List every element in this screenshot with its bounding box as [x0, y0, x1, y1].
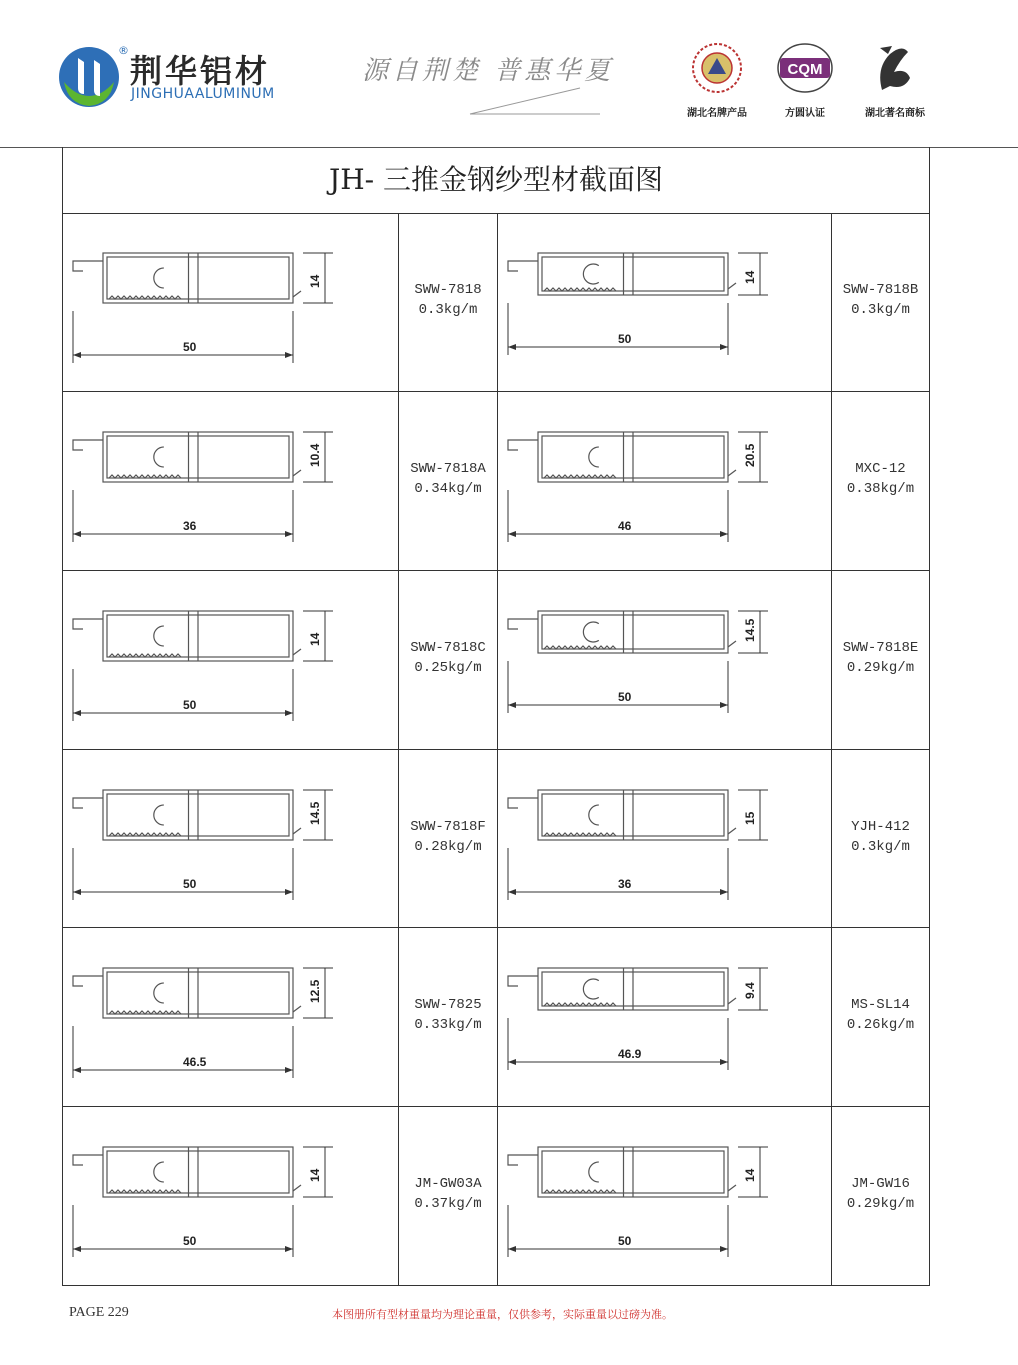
- profile-label: [832, 459, 929, 499]
- dimension-width: 46: [618, 519, 632, 533]
- profile-code: SWW-7818F: [410, 819, 486, 835]
- profile-drawing: [63, 571, 398, 749]
- dimension-width: 46.9: [618, 1047, 642, 1061]
- profile-section-icon: [498, 571, 831, 749]
- dimension-width: 50: [183, 877, 197, 891]
- hubei-brand-emblem-icon: [672, 38, 762, 98]
- profile-weight: 0.3kg/m: [418, 302, 478, 318]
- page-title: JH- 三推金钢纱型材截面图: [328, 163, 663, 196]
- dimension-width: 50: [183, 698, 197, 712]
- cert-label: 湖北著名商标: [865, 108, 925, 119]
- dimension-width: 50: [618, 690, 632, 704]
- cert-cqm: [760, 38, 850, 119]
- cert-label: 湖北名牌产品: [687, 108, 747, 119]
- profile-drawing: [498, 1107, 831, 1285]
- dimension-width: 50: [183, 340, 197, 354]
- profile-code: SWW-7818B: [842, 282, 919, 298]
- dimension-height: 9.4: [743, 982, 757, 999]
- profile-section-icon: [498, 1107, 831, 1285]
- profile-label: [399, 995, 497, 1035]
- weight-disclaimer: 本图册所有型材重量均为理论重量，仅供参考，实际重量以过磅为准。: [332, 1308, 673, 1321]
- profile-table: [62, 147, 930, 1286]
- profile-weight: 0.34kg/m: [414, 481, 482, 497]
- profile-section-icon: [63, 928, 398, 1106]
- profile-section-icon: [498, 928, 831, 1106]
- slogan: 源自荆楚 普惠华夏: [362, 56, 615, 86]
- profile-label: [399, 817, 497, 857]
- profile-weight: 0.38kg/m: [846, 481, 915, 497]
- profile-section-icon: [63, 392, 398, 570]
- dimension-width: 36: [183, 519, 197, 533]
- dimension-width: 50: [618, 1234, 632, 1248]
- dimension-height: 14: [308, 1168, 322, 1182]
- dimension-width: 46.5: [183, 1055, 207, 1069]
- profile-weight: 0.25kg/m: [414, 660, 482, 676]
- dimension-height: 12.5: [308, 979, 322, 1003]
- profile-drawing: [63, 928, 398, 1106]
- cert-hubei-trademark: [850, 38, 940, 119]
- dimension-height: 14: [308, 274, 322, 288]
- profile-weight: 0.26kg/m: [846, 1017, 915, 1033]
- brand-name-cn: 荆华铝材: [130, 52, 271, 90]
- dimension-height: 15: [743, 811, 757, 825]
- profile-weight: 0.33kg/m: [414, 1017, 482, 1033]
- profile-weight: 0.29kg/m: [846, 1196, 915, 1212]
- profile-label: [399, 459, 497, 499]
- profile-drawing: [498, 928, 831, 1106]
- profile-code: JM-GW03A: [414, 1176, 482, 1192]
- profile-code: YJH-412: [851, 819, 910, 835]
- dimension-height: 14.5: [743, 618, 757, 642]
- profile-drawing: [63, 750, 398, 928]
- profile-section-icon: [63, 213, 398, 391]
- profile-drawing: [63, 392, 398, 570]
- slogan-swoosh: [440, 86, 610, 120]
- registered-mark: ®: [118, 44, 129, 57]
- profile-label: [832, 638, 929, 678]
- dimension-height: 10.4: [308, 443, 322, 467]
- profile-drawing: [498, 213, 831, 391]
- profile-section-icon: [63, 750, 398, 928]
- profile-code: SWW-7818A: [410, 461, 486, 477]
- profile-weight: 0.28kg/m: [414, 839, 482, 855]
- cqm-badge-icon: [760, 38, 850, 98]
- profile-label: [832, 280, 929, 320]
- profile-weight: 0.3kg/m: [851, 839, 910, 855]
- dimension-height: 20.5: [743, 443, 757, 467]
- profile-label: [832, 817, 929, 857]
- svg-text:CQM: CQM: [787, 61, 823, 78]
- profile-label: [399, 280, 497, 320]
- page-header: [0, 0, 1018, 148]
- table-title-row: [63, 147, 929, 214]
- profile-section-icon: [498, 392, 831, 570]
- profile-code: SWW-7818: [414, 282, 482, 298]
- profile-label: [399, 638, 497, 678]
- cert-label: 方圆认证: [785, 108, 825, 119]
- brand-name-en: JINGHUAALUMINUM: [131, 86, 275, 102]
- profile-code: MXC-12: [855, 461, 906, 477]
- dimension-width: 50: [183, 1234, 197, 1248]
- profile-code: MS-SL14: [851, 997, 910, 1013]
- jinghua-logo-icon: [58, 46, 120, 108]
- profile-code: JM-GW16: [851, 1176, 910, 1192]
- profile-label: [832, 995, 929, 1035]
- profile-label: [399, 1174, 497, 1214]
- profile-weight: 0.3kg/m: [851, 302, 910, 318]
- profile-code: SWW-7818C: [410, 640, 486, 656]
- profile-weight: 0.37kg/m: [414, 1196, 482, 1212]
- profile-label: [832, 1174, 929, 1214]
- dimension-height: 14: [743, 270, 757, 284]
- profile-drawing: [498, 392, 831, 570]
- profile-section-icon: [498, 213, 831, 391]
- profile-drawing: [63, 1107, 398, 1285]
- dimension-height: 14: [308, 632, 322, 646]
- dimension-width: 50: [618, 332, 632, 346]
- profile-weight: 0.29kg/m: [846, 660, 915, 676]
- page-number: PAGE 229: [69, 1305, 129, 1320]
- profile-code: SWW-7818E: [842, 640, 919, 656]
- cert-hubei-brand: [672, 38, 762, 119]
- profile-section-icon: [63, 1107, 398, 1285]
- profile-section-icon: [63, 571, 398, 749]
- profile-drawing: [63, 213, 398, 391]
- profile-drawing: [498, 750, 831, 928]
- profile-drawing: [498, 571, 831, 749]
- dimension-width: 36: [618, 877, 632, 891]
- dimension-height: 14.5: [308, 801, 322, 825]
- profile-section-icon: [498, 750, 831, 928]
- dimension-height: 14: [743, 1168, 757, 1182]
- hubei-trademark-icon: [850, 38, 940, 98]
- profile-code: SWW-7825: [414, 997, 482, 1013]
